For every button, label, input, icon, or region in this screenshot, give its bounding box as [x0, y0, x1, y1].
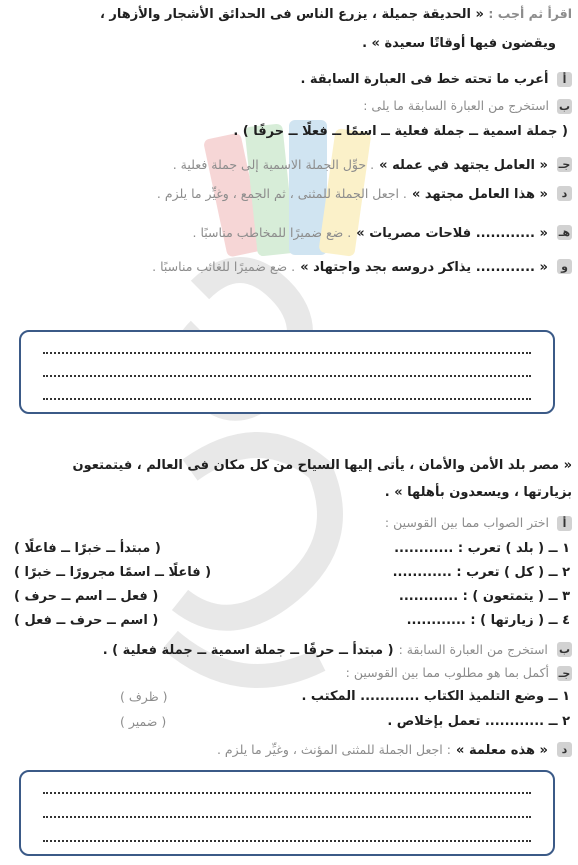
part2-question-c: [6, 665, 572, 681]
choice-options-1: ( مبتدأ ــ خبرًا ــ فاعلًا ): [14, 541, 161, 556]
question-w-quote: « ............ يذاكر دروسه بجد واجتهاد »: [300, 260, 548, 275]
part2-question-a-text: اختر الصواب مما بين القوسين :: [384, 515, 550, 530]
complete-item-1: ١ ــ وضع التلميذ الكتاب ............ المكتب .: [301, 689, 570, 704]
answer-line[interactable]: [43, 840, 531, 842]
part2-question-a: [6, 515, 572, 531]
passage2-line-2: بزيارتها ، ويسعدون بأهلها » .: [384, 485, 572, 500]
question-marker-a: أ: [557, 516, 572, 531]
instruction-label: اقرأ ثم أجب :: [488, 6, 572, 21]
choice-item-3: ٣ ــ ( يتمتعون ) : ............: [398, 589, 570, 604]
choice-options-2: ( فاعلًا ــ اسمًا مجرورًا ــ خبرًا ): [14, 565, 212, 580]
question-d-quote: « هذا العامل مجتهد »: [412, 187, 548, 202]
answer-line[interactable]: [43, 792, 531, 794]
passage-line-2: ويقضون فيها أوقاتًا سعيدة » .: [362, 36, 556, 51]
question-marker-b: ب: [558, 643, 571, 656]
choice-options-3: ( فعل ــ اسم ــ حرف ): [14, 589, 159, 604]
question-c: [6, 154, 572, 173]
question-d-text: . اجعل الجملة للمثنى ، ثم الجمع ، وغيِّر ما يلزم .: [156, 186, 407, 201]
question-marker-h: هـ: [558, 226, 571, 239]
question-d: [6, 183, 572, 202]
passage-line-1: [6, 6, 572, 22]
choice-item-4: ٤ ــ ( زيارتها ) : ............: [406, 613, 570, 628]
question-marker-c: جـ: [558, 667, 571, 680]
question-w-text: . ضع ضميرًا للغائب مناسبًا .: [152, 259, 296, 274]
question-h-text: . ضع ضميرًا للمخاطب مناسبًا .: [192, 225, 352, 240]
passage-text-1: « الحديقة جميلة ، يزرع الناس فى الحدائق الأشجار والأزهار ،: [99, 7, 484, 22]
question-c-text: . حوِّل الجملة الاسمية إلى جملة فعلية .: [172, 157, 375, 172]
question-w: [6, 256, 572, 275]
answer-line[interactable]: [43, 398, 531, 400]
part2-question-b: [6, 639, 572, 658]
question-a-text: أعرب ما تحته خط فى العبارة السابقة .: [300, 72, 549, 87]
answer-line[interactable]: [43, 352, 531, 354]
question-h-quote: « ............ فلاحات مصريات »: [356, 226, 548, 241]
question-a: [6, 72, 572, 87]
question-marker-d: د: [557, 742, 572, 757]
choice-options-4: ( اسم ــ حرف ــ فعل ): [14, 613, 159, 628]
question-b: [6, 98, 572, 114]
answer-line[interactable]: [43, 816, 531, 818]
passage2-line-1: « مصر بلد الأمن والأمان ، يأتى إليها السياح من كل مكان فى العالم ، فيتمتعون: [72, 458, 572, 473]
part2-question-c-text: أكمل بما هو مطلوب مما بين القوسين :: [345, 665, 550, 680]
question-c-quote: « العامل يجتهد في عمله »: [379, 158, 548, 173]
question-h: [6, 222, 572, 241]
part2-question-d-quote: « هذه معلمة »: [456, 743, 548, 758]
answer-line[interactable]: [43, 375, 531, 377]
complete-item-2: ٢ ــ ............ تعمل بإخلاص .: [387, 714, 570, 729]
choice-item-1: ١ ــ ( بلد ) تعرب : ............: [394, 541, 570, 556]
complete-hint-1: ( ظرف ): [120, 689, 168, 704]
part2-question-d: [6, 739, 572, 758]
question-marker-d: د: [557, 186, 572, 201]
choice-item-2: ٢ ــ ( كل ) تعرب : ............: [392, 565, 570, 580]
question-b-options: ( جملة اسمية ــ جملة فعلية ــ اسمًا ــ فعلًا ــ حرفًا ) .: [233, 124, 568, 139]
part2-question-d-text: : اجعل الجملة للمثنى المؤنث ، وغيِّر ما يلزم .: [216, 742, 451, 757]
part2-question-b-text: استخرج من العبارة السابقة :: [398, 642, 548, 657]
question-marker-w: و: [557, 259, 572, 274]
question-marker-c: جـ: [558, 158, 571, 171]
complete-hint-2: ( ضمير ): [120, 714, 167, 729]
part2-question-b-options: ( مبتدأ ــ حرفًا ــ جملة اسمية ــ جملة فعلية ) .: [102, 643, 394, 658]
question-b-text: استخرج من العبارة السابقة ما يلى :: [363, 98, 550, 113]
answer-box-1[interactable]: [19, 330, 555, 414]
answer-box-2[interactable]: [19, 770, 555, 856]
question-marker-a: أ: [557, 72, 572, 87]
question-marker-b: ب: [558, 100, 571, 113]
